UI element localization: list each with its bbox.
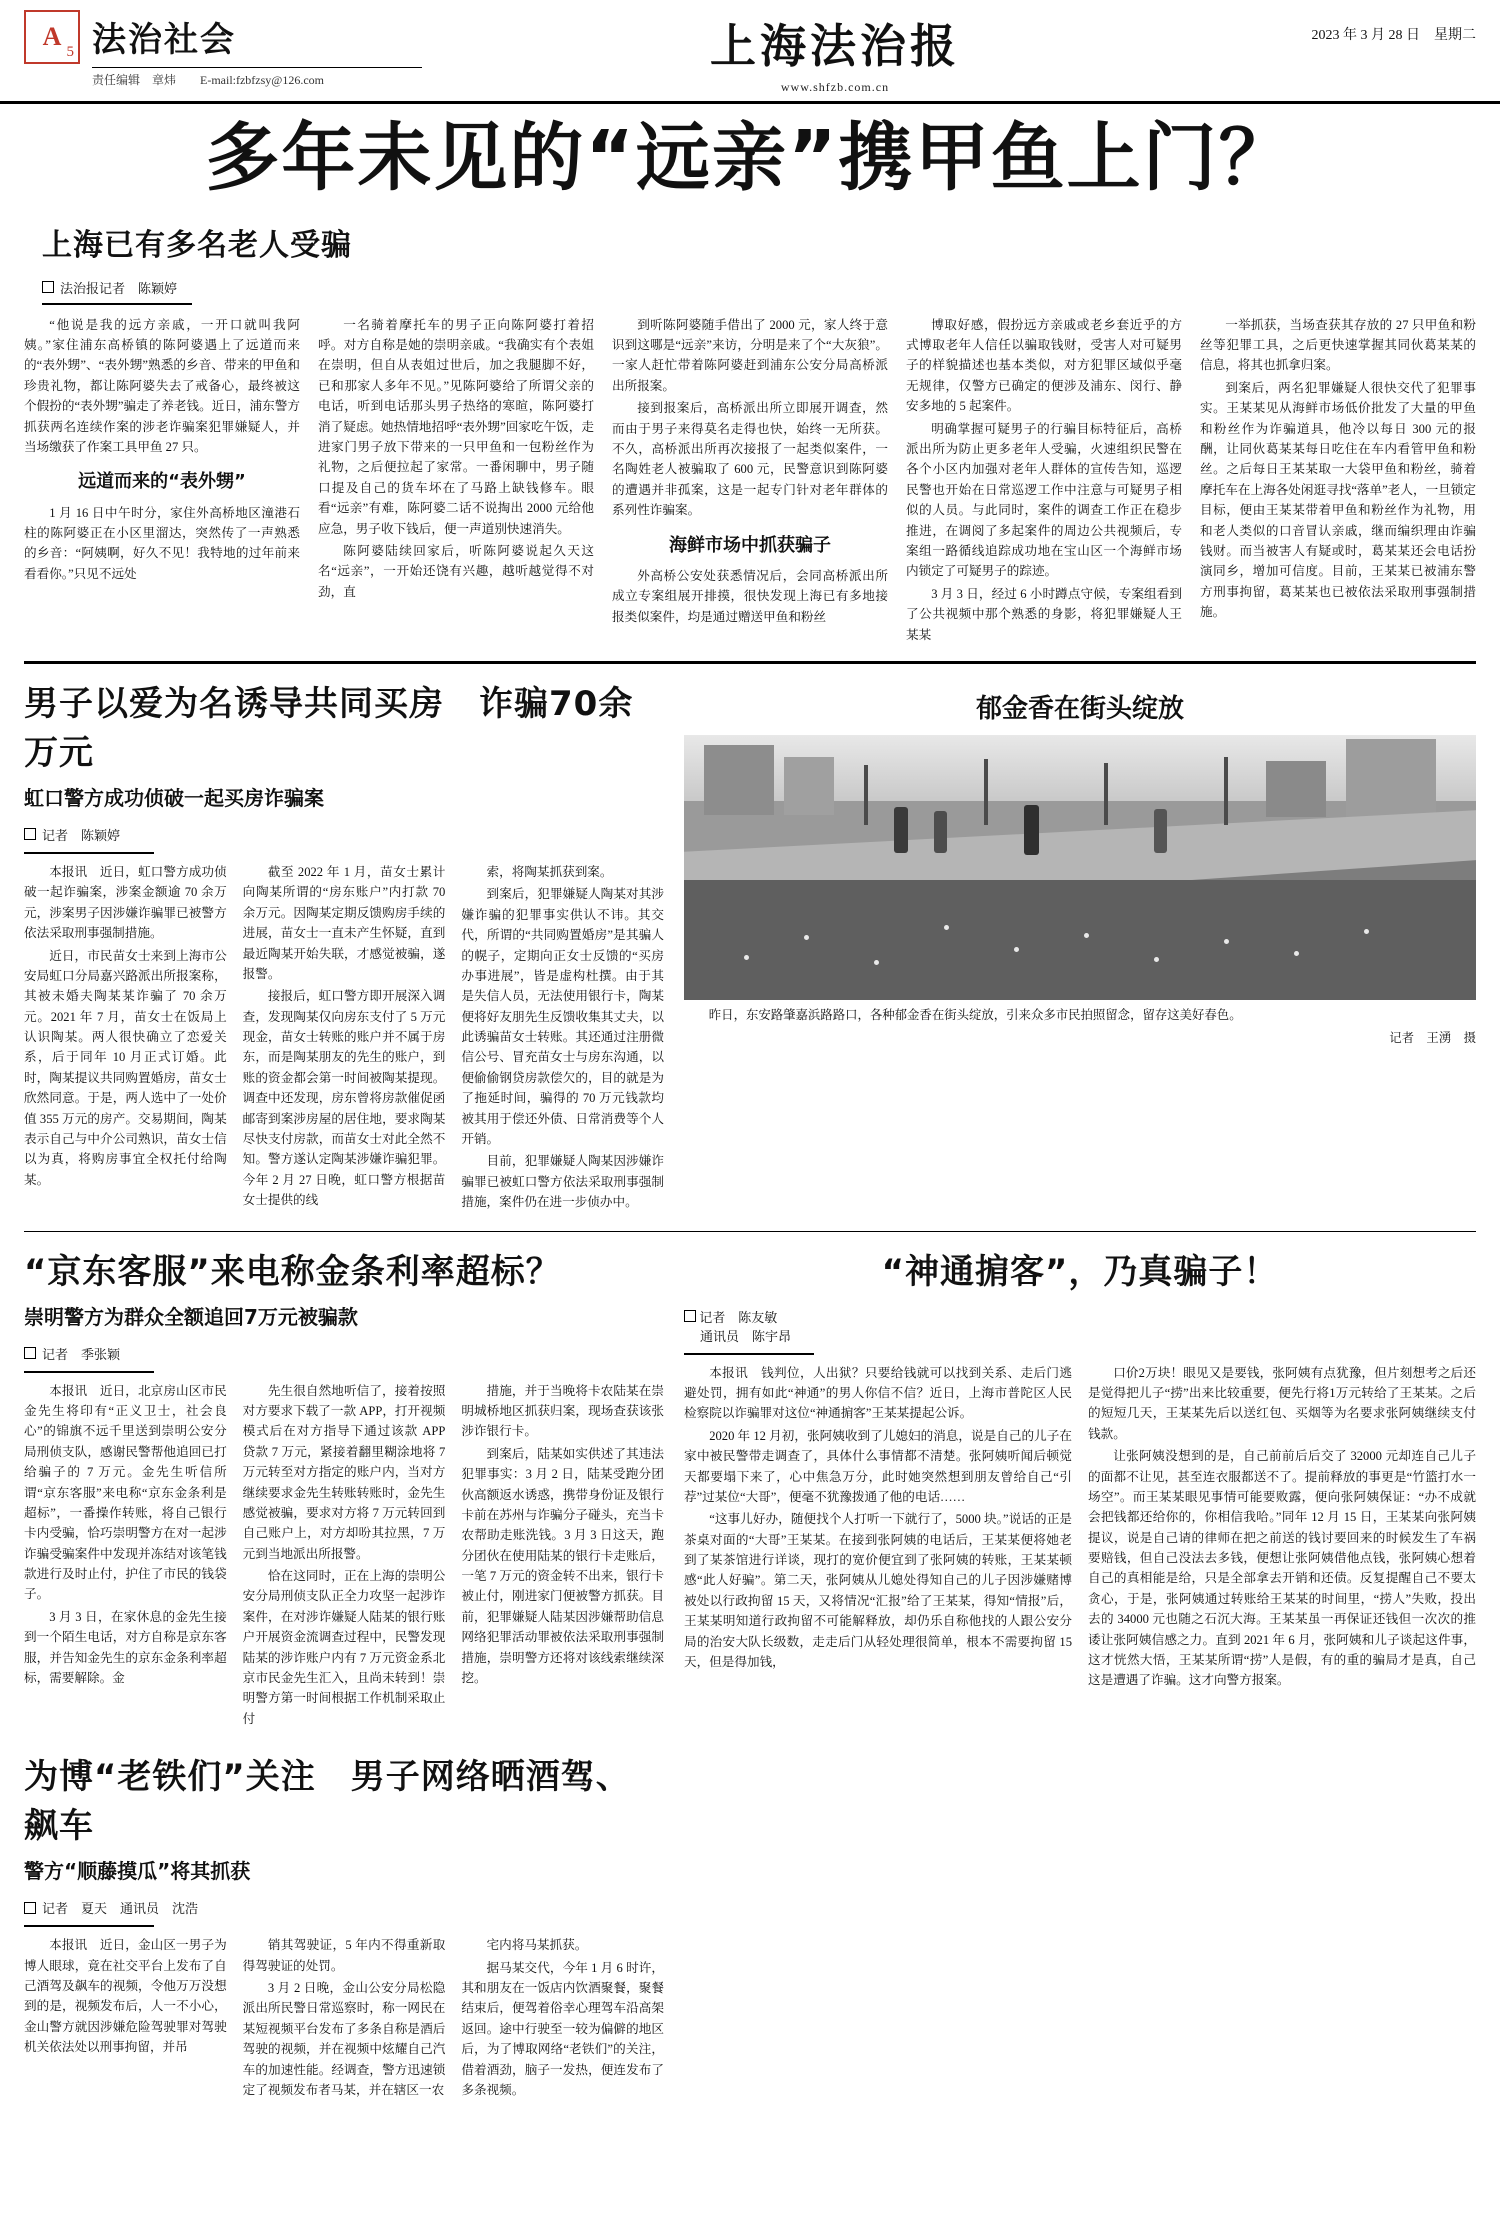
- masthead: [0, 0, 1500, 104]
- paragraph: 让张阿姨没想到的是，自己前前后后交了 32000 元却连自己儿子的面都不让见，甚至连衣服都送不了。提前释放的事更是“竹篮打水一场空”。而王某某眼见事情可能要败露，便向张阿姨保证：“办不成就会把钱都还给你的，你相信我哈。”同年 12 月 15 日，王某某向张阿姨提议，说是自己请的律师在把之前送的钱讨要回来的时候发生了车祸要赔钱，但自己没法去多钱，便想让张阿姨借他点钱，张阿姨心想着自己的真相能是给，只是全部拿去开销和还债。反复提醒自己不要太贪心，于是，张阿姨通过转账给王某某的时间里，“捞人”失败，投出去的 34000 元也随之石沉大海。王某某虽一再保证还钱但一次次的推诿让张阿姨信感之力。直到 2021 年 6 月，张阿姨和儿子谈起这件事，这才恍然大悟，王某某所谓“捞”人是假，有的重的骗局才是真，自己这是遭遇了诈骗。这才向警方报案。: [1088, 1449, 1476, 1688]
- byline-marker-icon: [42, 281, 54, 293]
- middle-band: [0, 676, 1500, 1219]
- photo-credit: 记者 王湧 摄: [1389, 1030, 1476, 1045]
- article4-col-1: [24, 1935, 227, 2102]
- paragraph: 据马某交代，今年 1 月 6 时许，其和朋友在一饭店内饮酒聚餐，聚餐结束后，便驾着俗幸心理驾车沿高架返回。途中行驶至一较为偏僻的地区后，为了博取网络“老铁们”的关注，借着酒劲，脑子一发热，便连发布了多条视频。: [461, 1960, 665, 2097]
- photo-person: [894, 807, 908, 853]
- byline-rule: [42, 303, 192, 305]
- paragraph: 3 月 3 日，在家休息的金先生接到一个陌生电话，对方自称是京东客服，并告知金先生的京东金条利率超标，需要解除。金: [24, 1609, 227, 1686]
- photo-building: [784, 757, 834, 815]
- article2-rule: [24, 852, 154, 854]
- article4-col-3: [461, 1935, 664, 2102]
- page-badge-letter: A: [42, 22, 62, 51]
- photo-flowerbed: [684, 880, 1476, 1000]
- photo-tree: [864, 765, 868, 825]
- byline-marker-icon: [24, 1902, 36, 1914]
- paragraph: 3 月 3 日，经过 6 小时蹲点守候，专案组看到了公共视频中那个熟悉的身影，将犯罪嫌疑人王某某: [906, 586, 1182, 642]
- section-title: 法治社会: [92, 20, 236, 60]
- paragraph: 目前，犯罪嫌疑人陶某因涉嫌诈骗罪已被虹口警方依法采取刑事强制措施，案件仍在进一步侦办中。: [461, 1154, 665, 1210]
- paragraph: 本报讯 近日，虹口警方成功侦破一起诈骗案，涉案金额逾 70 余万元，涉案男子因涉嫌诈骗罪已被警方依法采取刑事强制措施。: [24, 864, 227, 941]
- article2-subhead: 虹口警方成功侦破一起买房诈骗案: [24, 785, 324, 810]
- paragraph: 陈阿婆陆续回家后，听陈阿婆说起久天这名“远亲”，一开始还饶有兴趣，越听越觉得不对劲，直: [318, 543, 594, 599]
- lead-columns: [0, 315, 1500, 647]
- photo-caption: 昨日，东安路肇嘉浜路路口，各种郁金香在街头绽放，引来众多市民拍照留念，留存这美好春色。: [708, 1007, 1242, 1022]
- article2-headline: 男子以爱为名诱导共同买房 诈骗70余万元: [24, 683, 634, 773]
- article2-col-1: [24, 862, 227, 1215]
- article3-col-2: [243, 1381, 446, 1732]
- lead-col-1: [24, 315, 300, 647]
- byline-marker-icon: [24, 828, 36, 840]
- article4-subhead: 警方“顺藤摸瓜”将其抓获: [24, 1859, 251, 1884]
- article2-byline-row: [24, 825, 664, 844]
- article3-subhead: 崇明警方为群众全额追回7万元被骗款: [24, 1304, 358, 1329]
- lead-headline: 多年未见的“远亲”携甲鱼上门？: [205, 115, 1295, 201]
- article3-byline: 记者 季张颖: [42, 1346, 121, 1362]
- article3-rule: [24, 1371, 154, 1373]
- paragraph: 2020 年 12 月初，张阿姨收到了儿媳妇的消息，说是自己的儿子在家中被民警带走调查了，具体什么事情都不清楚。张阿姨听闻后顿觉天都要塌下来了，心中焦急万分，此时她突然想到朋友曾给自己“引荐”过某位“大哥”，便毫不犹豫拨通了他的电话……: [684, 1428, 1072, 1504]
- lower-left: [24, 1244, 664, 2107]
- section-block: [92, 10, 422, 88]
- paragraph: “他说是我的远方亲戚，一开口就叫我阿姨。”家住浦东高桥镇的陈阿婆遇上了远道而来的“表外甥”、“表外甥”熟悉的乡音、带来的甲鱼和珍贵礼物，都让陈阿婆失去了戒备心，最终被这个假扮的“表外甥”骗走了养老钱。近日，浦东警方抓获两名连续作案的涉老诈骗案犯罪嫌疑人，并当场缴获了作案工具甲鱼 27 只。: [24, 317, 300, 455]
- article4-byline: 记者 夏天 通讯员 沈浩: [42, 1901, 199, 1917]
- byline-marker-icon: [684, 1310, 696, 1322]
- paragraph: 截至 2022 年 1 月，苗女士累计向陶某所谓的“房东账户”内打款 70 余万元。因陶某定期反馈购房手续的进展，苗女士一直未产生怀疑，直到最近陶某开始失联，才感觉被骗，遂报警。: [242, 864, 446, 981]
- editor-line: 责任编辑 章炜 E-mail:fzbfzsy@126.com: [92, 67, 422, 88]
- article5-byline: 记者 陈友敏: [699, 1309, 778, 1325]
- article3-col-1: [24, 1381, 227, 1732]
- article5-byline-row: [684, 1307, 1476, 1345]
- lead-col-3: [612, 315, 888, 647]
- lead-subhead: 上海已有多名老人受骗: [42, 227, 352, 263]
- paragraph: 到听陈阿婆随手借出了 2000 元，家人终于意识到这哪是“远亲”来访，分明是来了个“大灰狼”。一家人赶忙带着陈阿婆赶到浦东公安分局高桥派出所报案。: [612, 317, 888, 393]
- paragraph: 本报讯 近日，北京房山区市民金先生将印有“正义卫士，社会良心”的锦旗不远千里送到崇明公安分局刑侦支队，感谢民警帮他追回已打给骗子的 7 万元。金先生听信所谓“京东客服”来电称“京东金条利是超标”，一番操作转账，将自己银行卡内受骗，恰巧崇明警方在对一起涉诈骗受骗案件中发现并冻结对该笔钱款进行及时止付，护住了市民的钱袋子。: [24, 1383, 227, 1602]
- photo-person: [1024, 805, 1039, 855]
- article5-rule: [684, 1353, 814, 1355]
- article-drunk-driving: [24, 1749, 664, 2106]
- article4-headline: 为博“老铁们”关注 男子网络晒酒驾、飙车: [24, 1757, 631, 1847]
- article4-col-2: [243, 1935, 446, 2102]
- article-jd-service: [24, 1244, 664, 1736]
- paragraph: 恰在这同时，正在上海的崇明公安分局刑侦支队正全力攻坚一起涉诈案件，在对涉诈嫌疑人陆某的银行账户开展资金流调查过程中，民警发现陆某的涉诈账户内有 7 万元资金系北京市民金先生汇入，且尚未转到！崇明警方第一时间根据工作机制采取止付: [242, 1569, 446, 1726]
- paragraph: 到案后，犯罪嫌疑人陶某对其涉嫌诈骗的犯罪事实供认不讳。其交代，所谓的“共同购置婚房”是其骗人的幌子，定期向正女士反馈的“买房办事进展”，皆是虚构杜撰。由于其是失信人员，无法使用银行卡，陶某便将好友朋先生反馈收集其丈夫，以此诱骗苗女士转账。其还通过注册微信公号、冒充苗女士与房东沟通，以便偷偷钢贷房款偿欠的，目的就是为了拖延时间，骗得的 70 万元钱款均被其用于偿还外债、日常消费等个人开销。: [461, 887, 665, 1147]
- article4-byline-row: [24, 1898, 664, 1917]
- article-broker-fraud: [684, 1244, 1476, 2107]
- article5-col-2: [1088, 1363, 1476, 1693]
- article-buy-house: [24, 676, 664, 1219]
- article4-rule: [24, 1925, 154, 1927]
- lead-subtitle-1: 远道而来的“表外甥”: [78, 471, 246, 493]
- paragraph: 一名骑着摩托车的男子正向陈阿婆打着招呼。对方自称是她的崇明亲戚。“我确实有个表姐在崇明，但自从表姐过世后，加之我腿脚不好，已和那家人多年不见。”见陈阿婆给了所谓父亲的电话，听到电话那头男子热络的寒暄，陈阿婆打消了疑虑。她热情地招呼“表外甥”回家吃午饭，走进家门男子放下带来的一只甲鱼和一包粉丝作为礼物，之后便拉起了家常。一番闲聊中，男子随口提及自己的货车坏在了马路上缺钱修车。眼看“远亲”有难，陈阿婆二话不说掏出 2000 元给他应急，男子收下钱后，便一声道别快速消失。: [318, 317, 594, 536]
- lead-subtitle-2: 海鲜市场中抓获骗子: [669, 534, 831, 556]
- paragraph: 本报讯 近日，金山区一男子为博人眼球，竟在社交平台上发布了自己酒驾及飙车的视频，令他万万没想到的是，视频发布后，人一不小心，金山警方就因涉嫌危险驾驶罪对驾驶机关依法处以刑事拘留，并吊: [24, 1938, 227, 2055]
- page-number-badge: [24, 10, 80, 64]
- paragraph: 外高桥公安处获悉情况后，会同高桥派出所成立专案组展开排摸，很快发现上海已有多地接报类似案件，均是通过赠送甲鱼和粉丝: [612, 568, 888, 624]
- issue-date: 2023 年 3 月 28 日 星期二: [1311, 28, 1476, 43]
- lead-col-4: [906, 315, 1182, 647]
- paragraph: 措施，并于当晚将卡农陆某在崇明城桥地区抓获归案，现场查获该张涉诈银行卡。: [461, 1383, 665, 1439]
- lead-byline-row: [42, 278, 1476, 297]
- photo-tree: [984, 759, 988, 825]
- paragraph: 接到报案后，高桥派出所立即展开调查，然而由于男子来得莫名走得也快，始终一无所获。不久，高桥派出所再次接报了一起类似案件，一名陶姓老人被骗取了 600 元，民警意识到陈阿婆的遭遇并非孤案，这是一起专门针对老年群体的系列性诈骗案。: [612, 401, 888, 518]
- page-badge-number: 5: [66, 44, 74, 60]
- article2-col-3: [461, 862, 664, 1215]
- paragraph: 销其驾驶证，5 年内不得重新取得驾驶证的处罚。: [242, 1938, 446, 1973]
- lead-col-5: [1200, 315, 1476, 647]
- photo-tree: [1224, 757, 1228, 825]
- masthead-left: [24, 10, 454, 88]
- paragraph: 3 月 2 日晚，金山公安分局松隐派出所民警日常巡察时，称一网民在某短视频平台发布了多条自称是酒后驾驶的视频，并在视频中炫耀自己汽车的加速性能。经调查，警方迅速锁定了视频发布者马某，并在辖区一农: [242, 1981, 446, 2097]
- photo-building: [1266, 761, 1326, 817]
- lower-band: [0, 1244, 1500, 2107]
- section-divider: [24, 1231, 1476, 1232]
- paragraph: 到案后，陆某如实供述了其违法犯罪事实：3 月 2 日，陆某受跑分团伙高额返水诱惑，携带身份证及银行卡前在苏州与诈骗分子碰头，充当卡农帮助走账洗钱。3 月 3 日这天，跑分团伙在使用陆某的银行卡走账后，一笔 7 万元的资金转不出来，银行卡被止付，刚进家门便被警方抓获。目前，犯罪嫌疑人陆某因涉嫌帮助信息网络犯罪活动罪被依法采取刑事强制措施，崇明警方还将对该线索继续深挖。: [461, 1446, 665, 1686]
- paragraph: 一举抓获，当场查获其存放的 27 只甲鱼和粉丝等犯罪工具，之后更快速掌握其同伙葛某某的信息，将其也抓拿归案。: [1200, 317, 1476, 373]
- article5-col-1: [684, 1363, 1072, 1693]
- photo-person: [1154, 809, 1167, 853]
- paragraph: 明确掌握可疑男子的行骗目标特征后，高桥派出所为防止更多老年人受骗，火速组织民警在各个小区内加强对老年人群体的宣传告知，巡逻民警也开始在日常巡逻工作中注意与可疑男子相似的人员。与此同时，案件的调查工作正在稳步推进，在调阅了多起案件的周边公共视频后，专案组一路循线追踪成功地在宝山区一个海鲜市场内锁定了可疑男子的踪迹。: [906, 421, 1182, 579]
- paragraph: “这事儿好办，随便找个人打听一下就行了，5000 块。”说话的正是茶桌对面的“大哥”王某某。在接到张阿姨的电话后，王某某便将她老到了某茶馆进行详谈，现打的宽价便宜到了张阿姨的转账，王某某顿感“此人好骗”。第二天，张阿姨从儿媳处得知自己的儿子因涉嫌赌博被处以行政拘留 15 天，又将情况“汇报”给了王某某，得知“情报”后，王某某明知道行政拘留不可能解释放，却仍乐自称他找的人跟公安分局的治安大队长级数，走走后门从轻处理很简单，根本不需要拘留 15 天，但是得加钱，: [684, 1512, 1072, 1670]
- tulip-street-photo: [684, 735, 1476, 1000]
- section-divider: [24, 661, 1476, 664]
- article5-byline-2: 通讯员 陈宇昂: [700, 1328, 792, 1344]
- photo-tree: [1104, 763, 1108, 825]
- article2-col-2: [243, 862, 446, 1215]
- lead-byline: 法治报记者 陈颖婷: [60, 280, 178, 296]
- photo-building: [704, 745, 774, 815]
- masthead-center: [454, 10, 1216, 95]
- paper-name: 上海法治报: [710, 19, 960, 73]
- paragraph: 口价2万块！眼见又是要钱，张阿姨有点犹豫，但片刻想考之后还是觉得把儿子“捞”出来比较重要，便先行将1万元转给了王某某。之后的短短几天，王某某先后以送红包、买烟等为名要求张阿姨继续支付钱款。: [1088, 1365, 1476, 1441]
- lead-article: [0, 104, 1500, 305]
- byline-marker-icon: [24, 1347, 36, 1359]
- paragraph: 到案后，两名犯罪嫌疑人很快交代了犯罪事实。王某某见从海鲜市场低价批发了大量的甲鱼和粉丝作为诈骗道具，他冷以每日 300 元的报酬，让同伙葛某某每日吃住在车内看管甲鱼和粉丝。之后每日王某某取一大袋甲鱼和粉丝，骑着摩托车在上海各处闲逛寻找“落单”老人，一旦锁定目标，便由王某某带着甲鱼和粉丝作为礼物，用和老人类似的口音冒认亲戚，继而编织理由诈骗钱财。而当被害人有疑或时，葛某某还会电话扮演同乡，增加可信度。目前，王某某已被浦东警方刑事拘留，葛某某也已被依法采取刑事强制措施。: [1200, 380, 1476, 620]
- photo-building: [1346, 739, 1436, 819]
- paragraph: 1 月 16 日中午时分，家住外高桥地区潼港石柱的陈阿婆正在小区里溜达，突然传了一声熟悉的乡音：“阿姨啊，好久不见！我特地的过年前来看看你。”只见不远处: [24, 505, 300, 581]
- photo-article: [684, 676, 1476, 1219]
- article2-byline: 记者 陈颖婷: [42, 827, 121, 843]
- paragraph: 接报后，虹口警方即开展深入调查，发现陶某仅向房东支付了 5 万元现金，苗女士转账的账户并不属于房东，而是陶某朋友的先生的账户，到账的资金都会第一时间被陶某提现。调查中还发现，房东曾将房款催促函邮寄到案涉房屋的居住地，要求陶某尽快支付房款，而苗女士对此全然不知。警方遂认定陶某涉嫌诈骗犯罪。今年 2 月 27 日晚，虹口警方根据苗女士提供的线: [242, 989, 446, 1208]
- article5-headline: “神通掮客”，乃真骗子！: [881, 1251, 1279, 1292]
- paragraph: 博取好感，假扮远方亲戚或老乡套近乎的方式博取老年人信任以骗取钱财，受害人对可疑男子的样貌描述也基本类似，对方犯罪区域似乎毫无规律，仅警方已确定的便涉及浦东、闵行、静安多地的 5 起案件。: [906, 317, 1182, 414]
- article3-byline-row: [24, 1344, 664, 1363]
- article3-headline: “京东客服”来电称金条利率超标？: [24, 1251, 561, 1292]
- paragraph: 先生很自然地听信了，接着按照对方要求下载了一款 APP，打开视频模式后在对方指导下通过该款 APP 贷款 7 万元，紧接着翻里糊涂地将 7 万元转至对方指定的账户内，当对方继续要求金先生转账转账时，金先生感觉被骗，要求对方将 7 万元转回到自己账户上，对方却吩其拉黑，7 万元到当地派出所报警。: [242, 1383, 446, 1561]
- paper-website: www.shfzb.com.cn: [780, 80, 890, 94]
- paragraph: 索，将陶某抓获到案。: [486, 864, 613, 879]
- paragraph: 本报讯 钱判位，人出狱？只要给钱就可以找到关系、走后门逃避处罚，拥有如此“神通”的男人你信不信？近日，上海市普陀区人民检察院以诈骗罪对这位“神通掮客”王某某提起公诉。: [684, 1365, 1072, 1421]
- lead-col-2: [318, 315, 594, 647]
- photo-person: [934, 811, 947, 853]
- article3-col-3: [461, 1381, 664, 1732]
- photo-headline: 郁金香在街头绽放: [975, 693, 1184, 724]
- paragraph: 近日，市民苗女士来到上海市公安局虹口分局嘉兴路派出所报案称，其被未婚夫陶某某诈骗了 70 余万元。2021 年 7 月，苗女士在饭局上认识陶某。两人很快确立了恋爱关系，后于同年 10 月正式订婚。此时，陶某提议共同购置婚房，苗女士欣然同意。于是，两人选中了一处价值 355 万元的房产。交易期间，陶某表示自己与中介公司熟识，苗女士信以为真，将购房事宜全权托付给陶某。: [24, 948, 227, 1187]
- paragraph: 宅内将马某抓获。: [486, 1938, 588, 1953]
